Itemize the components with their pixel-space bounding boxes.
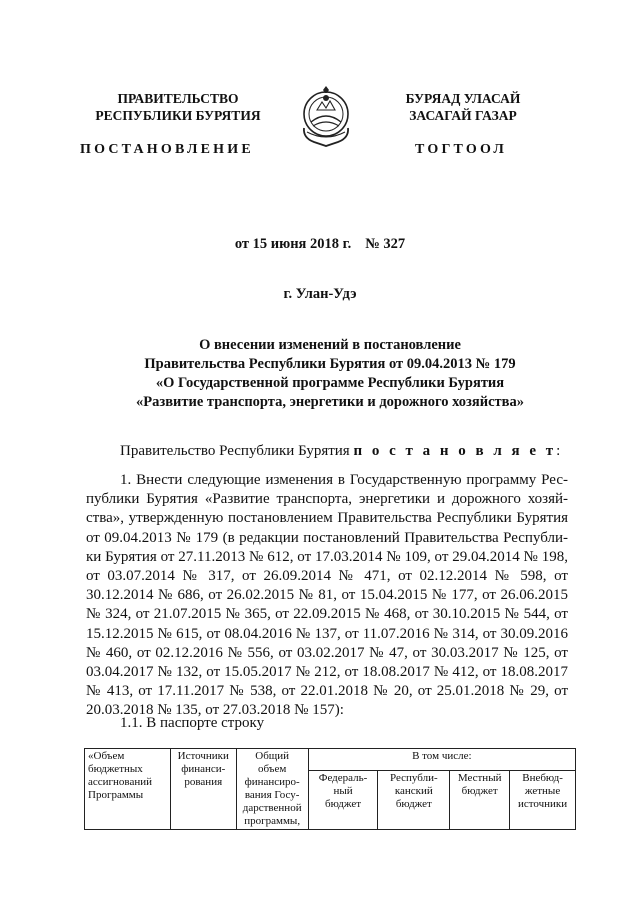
header-text: финансиро-	[244, 776, 300, 788]
issuer-line-2: РЕСПУБЛИКИ БУРЯТИЯ	[95, 108, 261, 123]
header-text: Внебюд-	[522, 772, 563, 785]
header-republic-budget	[378, 771, 450, 830]
title-line: «О Государственной программе Республики Бурятия	[155, 375, 505, 391]
header-text: программы,	[244, 815, 301, 827]
document-date: от 15 июня 2018 г.	[234, 236, 352, 252]
header-text: вания Госу-	[244, 789, 300, 801]
header-text: бюджетных	[88, 763, 143, 775]
paragraph-line: № 324, от 21.07.2015 № 365, от 22.09.2015 № 468, от 30.10.2015 № 544, от	[86, 606, 568, 623]
paragraph-line: 1. Внести следующие изменения в Государственную программу Рес-	[120, 472, 568, 488]
paragraph-line: публики Бурятия «Развитие транспорта, энергетики и дорожного хозяй-	[86, 491, 568, 508]
header-text: Источники	[177, 750, 229, 762]
header-text: жетные	[524, 785, 561, 798]
title-line: Правительства Республики Бурятия от 09.04.2013 № 179	[144, 356, 516, 372]
header-text: бюджет	[461, 785, 498, 798]
decree-suffix: :	[556, 443, 561, 459]
decree-verb: п о с т а н о в л я е т	[353, 443, 557, 459]
header-text: рования	[184, 776, 223, 788]
paragraph-line: ства», утвержденную постановлением Правительства Республики Бурятия	[86, 510, 568, 527]
header-text: дарственной	[242, 802, 302, 814]
paragraph-1	[86, 471, 568, 721]
document-title	[60, 336, 600, 412]
title-line: О внесении изменений в постановление	[199, 337, 461, 353]
header-text: Местный	[457, 772, 502, 785]
date-number-line	[0, 236, 640, 253]
header-text: канский	[394, 785, 433, 798]
issuer-line-1: ПРАВИТЕЛЬСТВО	[117, 91, 239, 106]
header-text: источники	[517, 798, 568, 811]
paragraph-line: 20.03.2018 № 135, от 27.03.2018 № 157):	[86, 702, 344, 719]
document-kind-buryat: ТОГТООЛ	[415, 142, 508, 157]
header-extrabudgetary	[510, 771, 576, 830]
subitem-1-1: 1.1. В паспорте строку	[120, 715, 265, 731]
issuer-buryat-line-1: БУРЯАД УЛАСАЙ	[405, 91, 521, 106]
header-federal-budget	[308, 771, 378, 830]
paragraph-line: 30.12.2014 № 686, от 26.02.2015 № 81, от 15.04.2015 № 177, от 26.06.2015	[86, 587, 568, 604]
header-text: Программы	[88, 789, 144, 801]
header-text: Республи-	[390, 772, 438, 785]
paragraph-line: от 03.07.2014 № 317, от 26.09.2014 № 471, от 02.12.2014 № 598, от	[86, 568, 568, 585]
financing-table	[84, 748, 576, 830]
paragraph-line: № 413, от 17.11.2017 № 538, от 22.01.2018 № 20, от 25.01.2018 № 29, от	[86, 683, 568, 700]
title-line: «Развитие транспорта, энергетики и дорожного хозяйства»	[136, 394, 524, 410]
city: г. Улан-Удэ	[283, 286, 357, 302]
issuer-buryat-line-2: ЗАСАГАЙ ГАЗАР	[409, 108, 517, 123]
header-funding-sources	[170, 749, 236, 830]
document-kind-russian: ПОСТАНОВЛЕНИЕ	[80, 142, 254, 157]
coat-of-arms-icon	[297, 84, 355, 148]
header-text: ассигнований	[88, 776, 153, 788]
issuer-header-buryat	[368, 90, 558, 124]
header-text: Общий	[255, 750, 290, 762]
paragraph-line: от 09.04.2013 № 179 (в редакции постановлений Правительства Республи-	[86, 529, 568, 546]
paragraph-line: 15.12.2015 № 615, от 08.04.2016 № 137, от 11.07.2016 № 314, от 30.09.2016	[86, 625, 568, 642]
header-text: «Объем	[88, 750, 125, 762]
header-total-funding	[236, 749, 308, 830]
table-header-row	[85, 749, 576, 771]
header-text: объем	[257, 763, 287, 775]
issuer-header-russian	[78, 90, 278, 124]
decree-statement	[120, 443, 560, 460]
header-text: бюджет	[395, 798, 432, 811]
header-text: финанси-	[181, 763, 226, 775]
paragraph-line: ки Бурятия от 27.11.2013 № 612, от 17.03.2014 № 109, от 29.04.2014 № 198,	[86, 548, 568, 565]
header-text: Федераль-	[318, 772, 368, 785]
header-budget-allocations	[85, 749, 171, 830]
paragraph-line: 03.04.2017 № 132, от 15.05.2017 № 212, от 18.08.2017 № 412, от 18.08.2017	[86, 664, 568, 681]
document-number: № 327	[365, 236, 406, 252]
header-including: В том числе:	[308, 749, 575, 771]
decree-prefix: Правительство Республики Бурятия	[120, 443, 354, 459]
header-local-budget	[450, 771, 510, 830]
header-text: ный	[333, 785, 353, 798]
paragraph-line: № 460, от 02.12.2016 № 556, от 03.02.2017 № 47, от 30.03.2017 № 125, от	[86, 644, 568, 661]
header-text: бюджет	[325, 798, 362, 811]
